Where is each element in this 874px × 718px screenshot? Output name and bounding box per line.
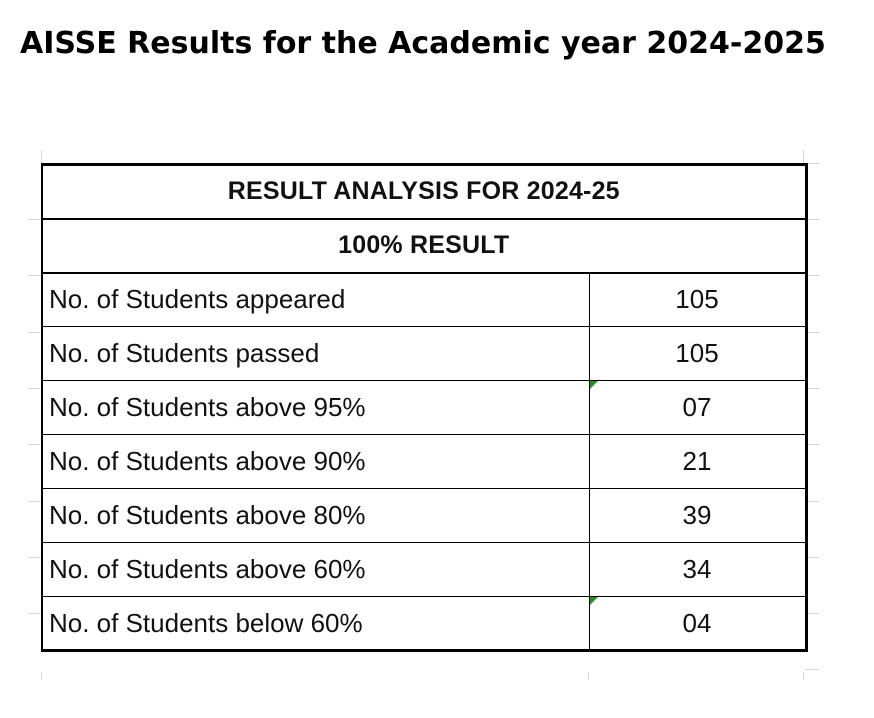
gridline-stub	[805, 669, 819, 670]
table-heading: RESULT ANALYSIS FOR 2024-25	[42, 165, 806, 219]
row-value: 39	[589, 489, 806, 543]
gridline-stub	[588, 672, 589, 680]
row-value: 34	[589, 543, 806, 597]
gridline-stub	[28, 444, 41, 445]
table-row	[42, 435, 806, 489]
row-value: 105	[589, 327, 806, 381]
table-row	[42, 543, 806, 597]
page-title: AISSE Results for the Academic year 2024-2025	[20, 26, 826, 61]
row-label: No. of Students above 90%	[42, 435, 589, 489]
comment-indicator-icon	[590, 381, 598, 389]
table-subheading-row	[42, 219, 806, 273]
row-value-with-comment	[589, 597, 806, 651]
row-label: No. of Students below 60%	[42, 597, 589, 651]
row-label: No. of Students above 95%	[42, 381, 589, 435]
row-value: 07	[682, 392, 712, 422]
row-value-with-comment	[589, 381, 806, 435]
row-label: No. of Students above 80%	[42, 489, 589, 543]
gridline-stub	[28, 613, 41, 614]
table-heading-row	[42, 165, 806, 219]
gridline-stub	[28, 332, 41, 333]
row-value: 105	[589, 273, 806, 327]
gridline-stub	[41, 672, 42, 680]
row-value: 04	[682, 607, 712, 638]
gridline-stub	[28, 275, 41, 276]
gridline-stub	[28, 388, 41, 389]
table-row	[42, 381, 806, 435]
table-row	[42, 597, 806, 651]
table-row	[42, 489, 806, 543]
table-row	[42, 273, 806, 327]
gridline-stub	[28, 557, 41, 558]
comment-indicator-icon	[590, 597, 598, 605]
gridline-stub	[803, 672, 804, 680]
result-analysis-table	[41, 163, 808, 652]
table-row	[42, 327, 806, 381]
row-label: No. of Students passed	[42, 327, 589, 381]
row-label: No. of Students appeared	[42, 273, 589, 327]
gridline-stub	[28, 219, 41, 220]
row-value: 21	[589, 435, 806, 489]
gridline-stub	[41, 150, 42, 163]
gridline-stub	[28, 501, 41, 502]
table-subheading: 100% RESULT	[42, 219, 806, 273]
row-label: No. of Students above 60%	[42, 543, 589, 597]
gridline-stub	[803, 150, 804, 163]
